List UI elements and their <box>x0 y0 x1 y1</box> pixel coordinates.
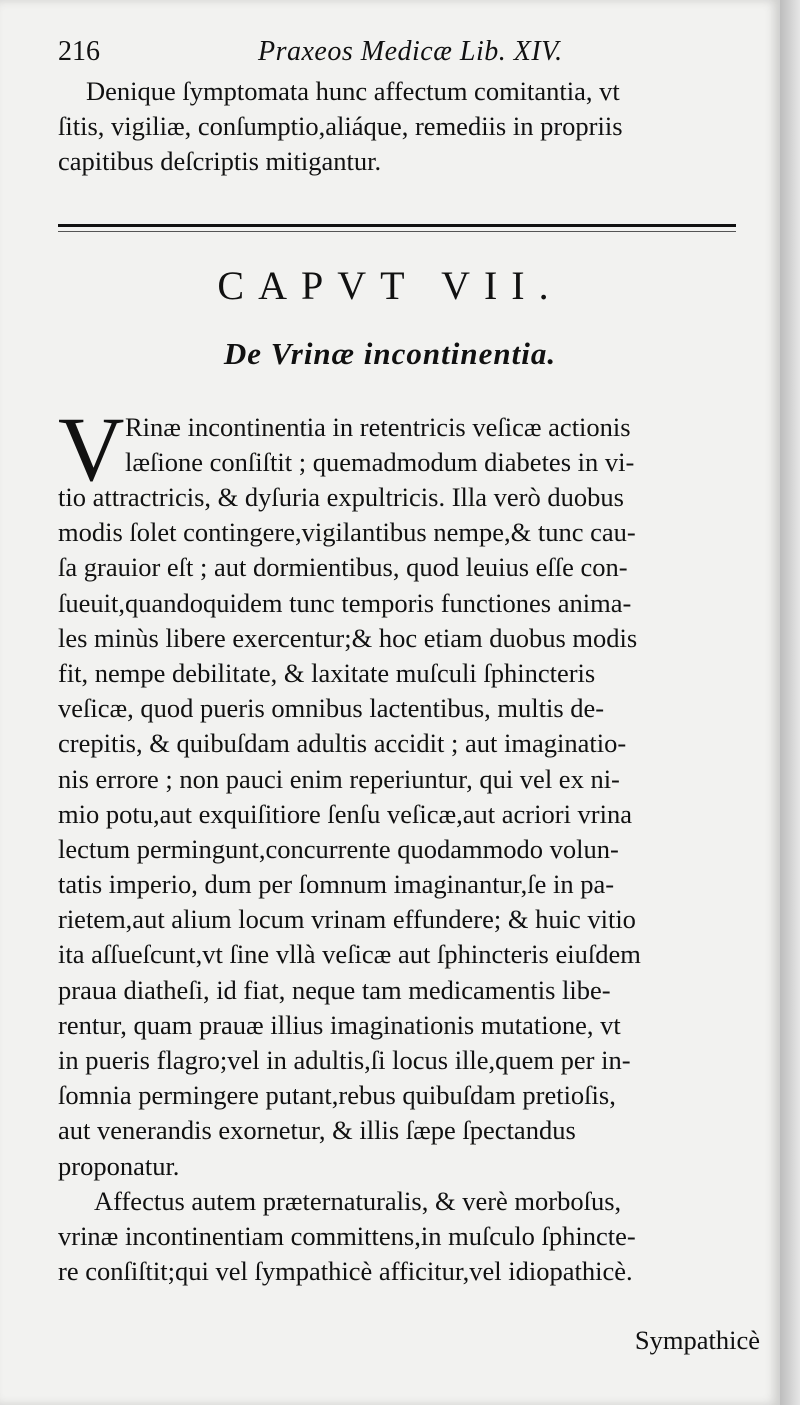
text-line: ſitis, vigiliæ, conſumptio,aliáque, remediis in propriis <box>58 111 623 142</box>
catchword: Sympathicè <box>634 1325 760 1355</box>
text-line: les minùs libere exercentur;& hoc etiam duobus modis <box>58 622 638 653</box>
text-line: fit, nempe debilitate, & laxitate muſculi ſphincteris <box>58 657 596 688</box>
text-line: vrinæ incontinentiam committens,in muſculo ſphincte- <box>58 1220 636 1251</box>
chapter-subtitle: De Vrinæ incontinentia. <box>223 336 557 371</box>
section-divider-thin <box>58 231 736 232</box>
drop-cap: V <box>58 398 125 500</box>
text-line: nis errore ; non pauci enim reperiuntur, qui vel ex ni- <box>58 763 620 794</box>
text-line: rietem,aut alium locum vrinam effundere; & huic vitio <box>58 904 636 935</box>
section-divider <box>58 224 736 227</box>
text-line: rentur, quam prauæ illius imaginationis mutatione, vt <box>58 1009 621 1040</box>
text-line: lectum permingunt,concurrente quodammodo volun- <box>58 833 619 864</box>
text-line: praua diatheſi, id fiat, neque tam medicamentis libe- <box>58 974 611 1005</box>
text-line: ſomnia permingere putant,rebus quibuſdam pretioſis, <box>58 1080 616 1111</box>
text-line: capitibus deſcriptis mitigantur. <box>58 146 382 177</box>
text-line: Affectus autem præternaturalis, & verè morboſus, <box>94 1185 622 1216</box>
first-lines <box>125 410 750 480</box>
text-line: veſicæ, quod pueris omnibus lactentibus, multis de- <box>58 693 605 724</box>
text-line: ita aſſueſcunt,vt ſine vllà veſicæ aut ſphincteris eiuſdem <box>58 939 641 970</box>
page-header <box>58 36 738 76</box>
text-line: Rinæ incontinentia in retentricis veſicæ actionis <box>125 412 631 442</box>
text-line: ſueuit,quandoquidem tunc temporis functiones anima- <box>58 587 632 618</box>
body-paragraph <box>58 480 750 1289</box>
running-title: Praxeos Medicæ Lib. XIV. <box>258 36 563 67</box>
text-line: aut venerandis exornetur, & illis ſæpe ſpectandus <box>58 1115 576 1146</box>
text-line: in pueris flagro;vel in adultis,ſi locus ille,quem per in- <box>58 1045 631 1075</box>
text-line: Denique ſymptomata hunc affectum comitantia, vt <box>86 76 620 106</box>
text-line: re conſiſtit;qui vel ſympathicè afficitur,vel idiopathicè. <box>58 1256 633 1287</box>
facing-page-edge <box>780 0 800 1405</box>
chapter-title: CAPVT VII. <box>217 263 563 308</box>
top-paragraph <box>58 74 750 180</box>
text-line: proponatur. <box>58 1150 180 1181</box>
text-line: crepitis, & quibuſdam adultis accidit ; aut imaginatio- <box>58 728 627 759</box>
text-line: tio attractricis, & dyſuria expultricis. Illa verò duobus <box>58 482 624 512</box>
text-line: læſione conſiſtit ; quemadmodum diabetes in vi- <box>125 447 635 478</box>
text-line: modis ſolet contingere,vigilantibus nempe,& tunc cau- <box>58 517 636 548</box>
page-number: 216 <box>58 36 100 67</box>
text-line: tatis imperio, dum per ſomnum imaginantur,ſe in pa- <box>58 869 615 900</box>
text-line: mio potu,aut exquiſitiore ſenſu veſicæ,aut acriori vrina <box>58 798 633 829</box>
text-line: ſa grauior eſt ; aut dormientibus, quod leuius eſſe con- <box>58 552 628 583</box>
